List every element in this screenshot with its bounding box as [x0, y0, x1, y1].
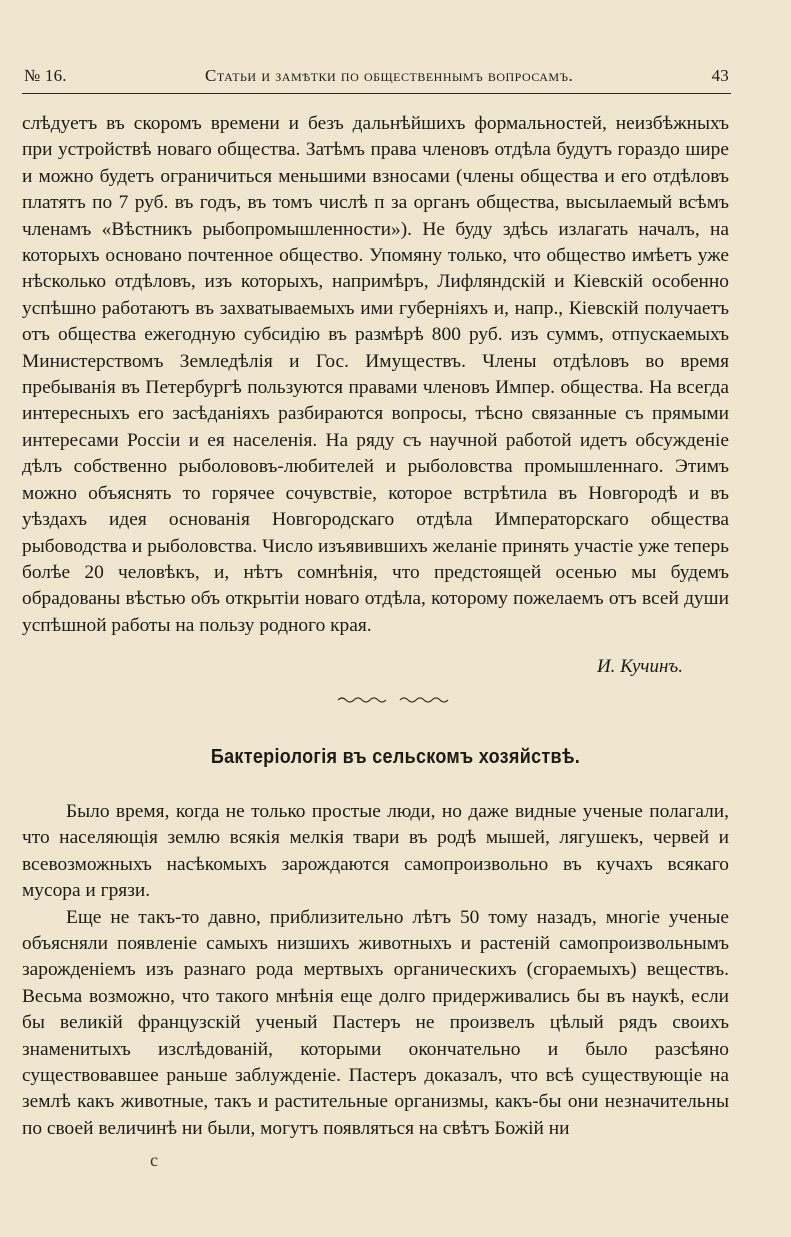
issue-number: № 16.	[24, 66, 67, 85]
article-2-body	[22, 799, 729, 1142]
running-title: Статьи и замѣтки по общественнымъ вопросамъ.	[205, 66, 574, 85]
article-1-paragraph: слѣдуетъ въ скоромъ времени и безъ дальнѣйшихъ формальностей, неизбѣжныхъ при устройствѣ новаго общества. Затѣмъ права членовъ отдѣла будутъ гораздо шире и можно будетъ ограничиться меньшими взносами (члены общества и его отдѣловъ платятъ по 7 руб. въ годъ, въ томъ числѣ п за органъ общества, высылаемый всѣмъ членамъ «Вѣстникъ рыбопромышленности»). Не буду здѣсь излагать началъ, на которыхъ основано почтенное общество. Упомяну только, что общество имѣетъ уже нѣсколько отдѣловъ, изъ которыхъ, напримѣръ, Лифляндскій и Кіевскій особенно успѣшно работаютъ въ захватываемыхъ ими губерніяхъ и, напр., Кіевскій получаетъ отъ общества ежегодную субсидію въ размѣрѣ 800 руб. изъ суммъ, отпускаемыхъ Министерствомъ Земледѣлія и Гос. Имуществъ. Члены отдѣловъ во время пребыванія въ Петербургѣ пользуются правами членовъ Импер. общества. На всегда интересныхъ его засѣданіяхъ разбираются вопросы, тѣсно связанные съ прямыми интересами Россіи и ея населенія. На ряду съ научной работой идетъ обсужденіе дѣлъ собственно рыболововъ-любителей и рыболовства промышленнаго. Этимъ можно объяснять то горячее сочувствіе, которое встрѣтила въ Новгородѣ и въ уѣздахъ идея основанія Новгородскаго отдѣла Императорскаго общества рыбоводства и рыболовства. Число изъявившихъ желаніе принять участіе уже теперь болѣе 20 человѣкъ, и, нѣтъ сомнѣнія, что предстоящей осенью мы будемъ обрадованы вѣстью объ открытіи новаго отдѣла, которому пожелаемъ отъ всей души успѣшной работы на пользу родного края.	[22, 113, 729, 636]
footer-mark: с	[150, 1150, 158, 1170]
page-number: 43	[711, 66, 729, 85]
running-header	[24, 66, 729, 86]
section-divider	[0, 693, 791, 711]
article-2-paragraph: Еще не такъ-то давно, приблизительно лѣтъ 50 тому назадъ, многіе ученые объясняли появленіе самыхъ низшихъ животныхъ и растеній самопроизвольнымъ зарожденіемъ изъ разнаго рода мертвыхъ органическихъ (сгораемыхъ) веществъ. Весьма возможно, что такого мнѣнія еще долго придерживались бы въ наукѣ, если бы великій французскій ученый Пастеръ не произвелъ цѣлый рядъ своихъ знаменитыхъ изслѣдованій, которыми окончательно и было разсѣяно существовавшее раньше заблужденіе. Пастеръ доказалъ, что всѣ существующіе на землѣ какъ животные, такъ и растительные организмы, какъ-бы они незначительны по своей величинѣ ни были, могутъ появляться на свѣтъ Божій ни	[22, 906, 729, 1139]
article-2-title: Бактеріологія въ сельскомъ хозяйствѣ.	[210, 744, 581, 768]
divider-ornament	[336, 694, 456, 706]
header-rule	[22, 93, 731, 94]
article-1-body	[22, 111, 729, 639]
author-signature: И. Кучинъ.	[596, 656, 683, 677]
article-2-paragraph: Было время, когда не только простые люди, но даже видные ученые полагали, что населяющія землю всякія мелкія твари въ родѣ мышей, лягушекъ, червей и всевозможныхъ насѣкомыхъ зарождаются самопроизвольно въ кучахъ всякаго мусора и грязи.	[22, 801, 729, 902]
